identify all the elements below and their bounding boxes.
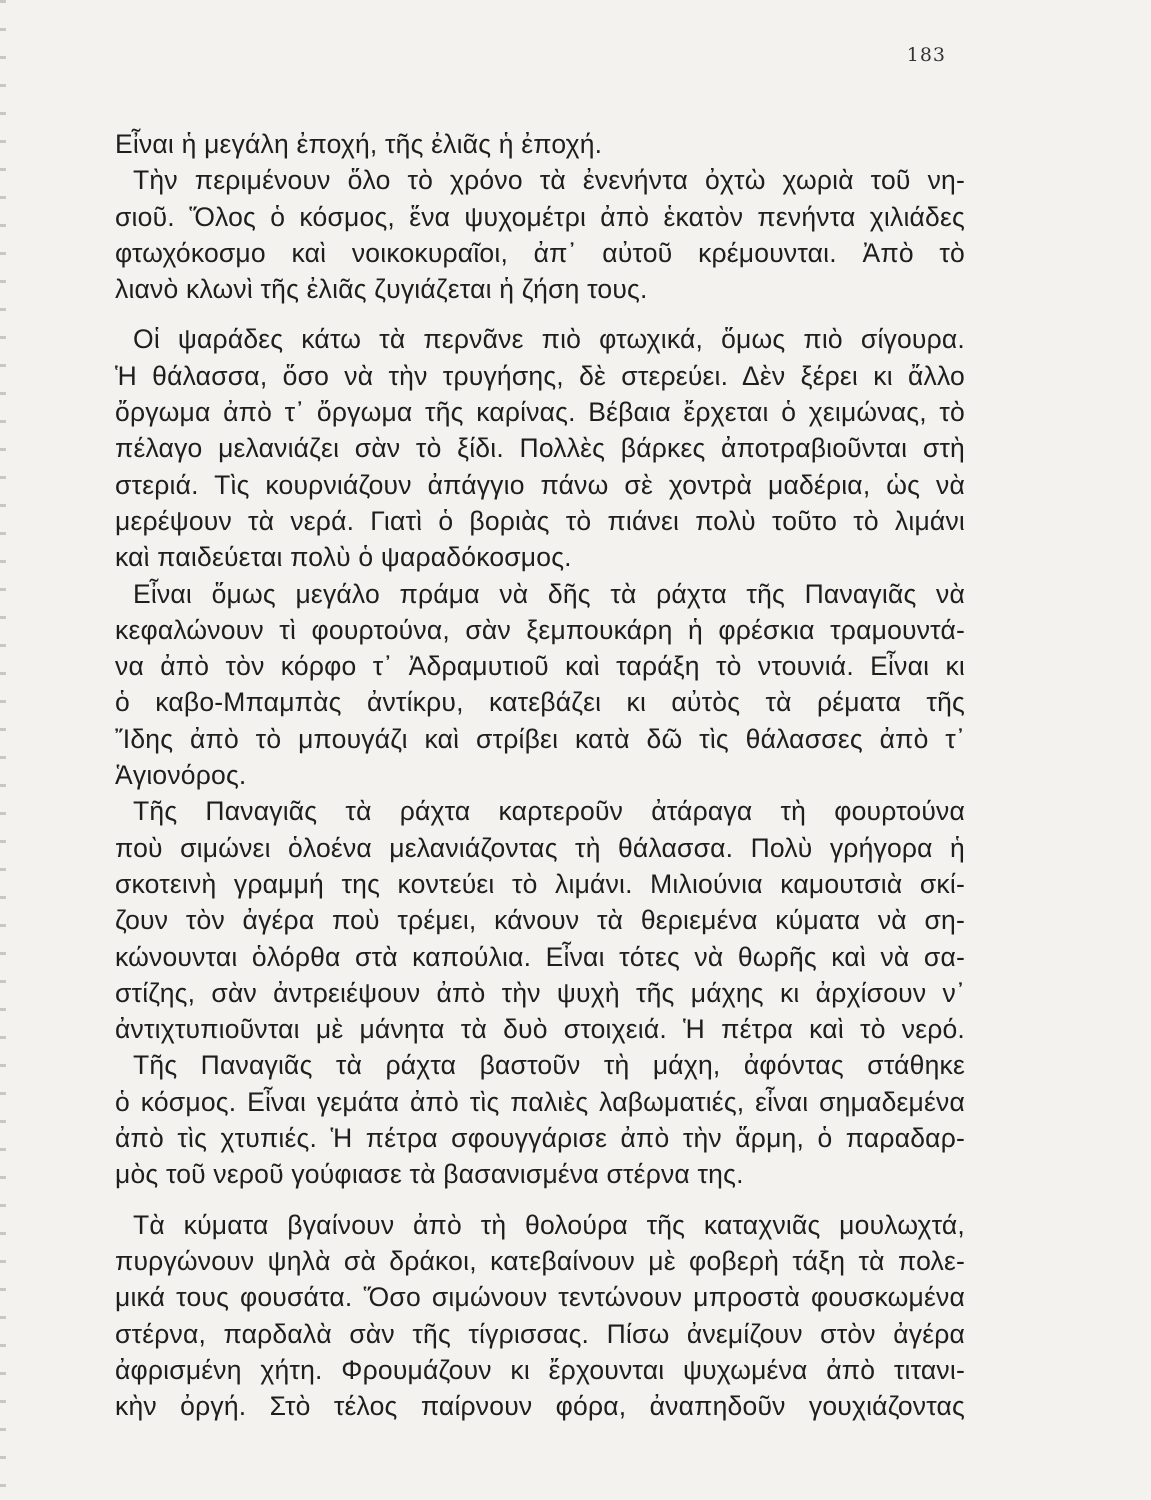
- text-line: ἀντιχτυπιοῦνται μὲ μάνητα τὰ δυὸ στοιχειά. Ἡ πέτρα καὶ τὸ νερό.: [115, 1014, 965, 1045]
- text-line: στίζης, σὰν ἀντρειέψουν ἀπὸ τὴν ψυχὴ τῆς μάχης κι ἀρχίσουν ν᾿: [115, 977, 965, 1008]
- text-line: στεριά. Τὶς κουρνιάζουν ἀπάγγιο πάνω σὲ χοντρὰ μαδέρια, ὡς νὰ: [115, 469, 965, 500]
- binding-edge: [0, 0, 6, 1500]
- text-line: ὁ κόσμος. Εἶναι γεμάτα ἀπὸ τὶς παλιὲς λαβωματιές, εἶναι σημαδεμένα: [115, 1086, 965, 1117]
- text-line: Τῆς Παναγιᾶς τὰ ράχτα βαστοῦν τὴ μάχη, ἀφόντας στάθηκε: [133, 1050, 965, 1081]
- text-line: μὸς τοῦ νεροῦ γούφιασε τὰ βασανισμένα στέρνα της.: [115, 1159, 744, 1190]
- text-line: στέρνα, παρδαλὰ σὰν τῆς τίγρισσας. Πίσω ἀνεμίζουν στὸν ἀγέρα: [115, 1318, 965, 1349]
- text-line: πυργώνουν ψηλὰ σὰ δράκοι, κατεβαίνουν μὲ φοβερὴ τάξη τὰ πολε-: [115, 1245, 965, 1276]
- text-line: Εἶναι ἡ μεγάλη ἐποχή, τῆς ἐλιᾶς ἡ ἐποχή.: [115, 129, 603, 159]
- text-line: Τῆς Παναγιᾶς τὰ ράχτα καρτεροῦν ἀτάραγα τὴ φουρτούνα: [133, 796, 965, 827]
- text-line: φτωχόκοσμο καὶ νοικοκυραῖοι, ἀπ᾿ αὐτοῦ κρέμουνται. Ἀπὸ τὸ: [115, 237, 965, 268]
- text-line: πέλαγο μελανιάζει σὰν τὸ ξίδι. Πολλὲς βάρκες ἀποτραβιοῦνται στὴ: [115, 433, 965, 464]
- body-text: [115, 126, 965, 1424]
- text-line: ἀπὸ τὶς χτυπιές. Ἡ πέτρα σφουγγάρισε ἀπὸ τὴν ἅρμη, ὁ παραδαρ-: [115, 1123, 965, 1154]
- text-line: Τὰ κύματα βγαίνουν ἀπὸ τὴ θολούρα τῆς καταχνιᾶς μουλωχτά,: [133, 1209, 965, 1240]
- page-number: 183: [906, 44, 946, 66]
- text-line: ὁ καβο-Μπαμπὰς ἀντίκρυ, κατεβάζει κι αὐτὸς τὰ ρέματα τῆς: [115, 687, 965, 718]
- text-line: Ἁγιονόρος.: [115, 760, 247, 791]
- text-line: κὴν ὀργή. Στὸ τέλος παίρνουν φόρα, ἀναπηδοῦν γουχιάζοντας: [115, 1391, 965, 1422]
- text-line: κώνουνται ὁλόρθα στὰ καπούλια. Εἶναι τότες νὰ θωρῆς καὶ νὰ σα-: [115, 941, 965, 972]
- text-line: Οἱ ψαράδες κάτω τὰ περνᾶνε πιὸ φτωχικά, ὅμως πιὸ σίγουρα.: [133, 324, 965, 355]
- text-line: ζουν τὸν ἀγέρα ποὺ τρέμει, κάνουν τὰ θεριεμένα κύματα νὰ ση-: [115, 905, 965, 936]
- text-line: κεφαλώνουν τὶ φουρτούνα, σὰν ξεμπουκάρη ἡ φρέσκια τραμουντά-: [115, 614, 965, 645]
- text-line: ποὺ σιμώνει ὁλοένα μελανιάζοντας τὴ θάλασσα. Πολὺ γρήγορα ἡ: [115, 832, 965, 863]
- text-line: Ἴδης ἀπὸ τὸ μπουγάζι καὶ στρίβει κατὰ δῶ τὶς θάλασσες ἀπὸ τ᾿: [115, 723, 965, 754]
- text-line: μερέψουν τὰ νερά. Γιατὶ ὁ βοριὰς τὸ πιάνει πολὺ τοῦτο τὸ λιμάνι: [115, 505, 965, 536]
- text-line: Τὴν περιμένουν ὅλο τὸ χρόνο τὰ ἐνενήντα ὀχτὼ χωριὰ τοῦ νη-: [133, 165, 965, 196]
- text-line: σκοτεινὴ γραμμή της κοντεύει τὸ λιμάνι. Μιλιούνια καμουτσιὰ σκί-: [115, 868, 965, 899]
- text-line: Εἶναι ὅμως μεγάλο πράμα νὰ δῆς τὰ ράχτα τῆς Παναγιᾶς νὰ: [133, 578, 965, 609]
- text-line: λιανὸ κλωνὶ τῆς ἐλιᾶς ζυγιάζεται ἡ ζήση τους.: [115, 274, 648, 305]
- text-line: να ἀπὸ τὸν κόρφο τ᾿ Ἀδραμυτιοῦ καὶ ταράξη τὸ ντουνιά. Εἶναι κι: [115, 651, 965, 682]
- text-line: Ἡ θάλασσα, ὅσο νὰ τὴν τρυγήσης, δὲ στερεύει. Δὲν ξέρει κι ἄλλο: [115, 360, 965, 391]
- text-line: σιοῦ. Ὅλος ὁ κόσμος, ἕνα ψυχομέτρι ἀπὸ ἑκατὸν πενήντα χιλιάδες: [115, 201, 965, 232]
- text-line: ὄργωμα ἀπὸ τ᾿ ὄργωμα τῆς καρίνας. Βέβαια ἔρχεται ὁ χειμώνας, τὸ: [115, 397, 965, 428]
- text-line: ἀφρισμένη χήτη. Φρουμάζουν κι ἔρχουνται ψυχωμένα ἀπὸ τιτανι-: [115, 1354, 965, 1385]
- text-line: μικά τους φουσάτα. Ὅσο σιμώνουν τεντώνουν μπροστὰ φουσκωμένα: [115, 1282, 965, 1313]
- text-line: καὶ παιδεύεται πολὺ ὁ ψαραδόκοσμος.: [115, 542, 572, 573]
